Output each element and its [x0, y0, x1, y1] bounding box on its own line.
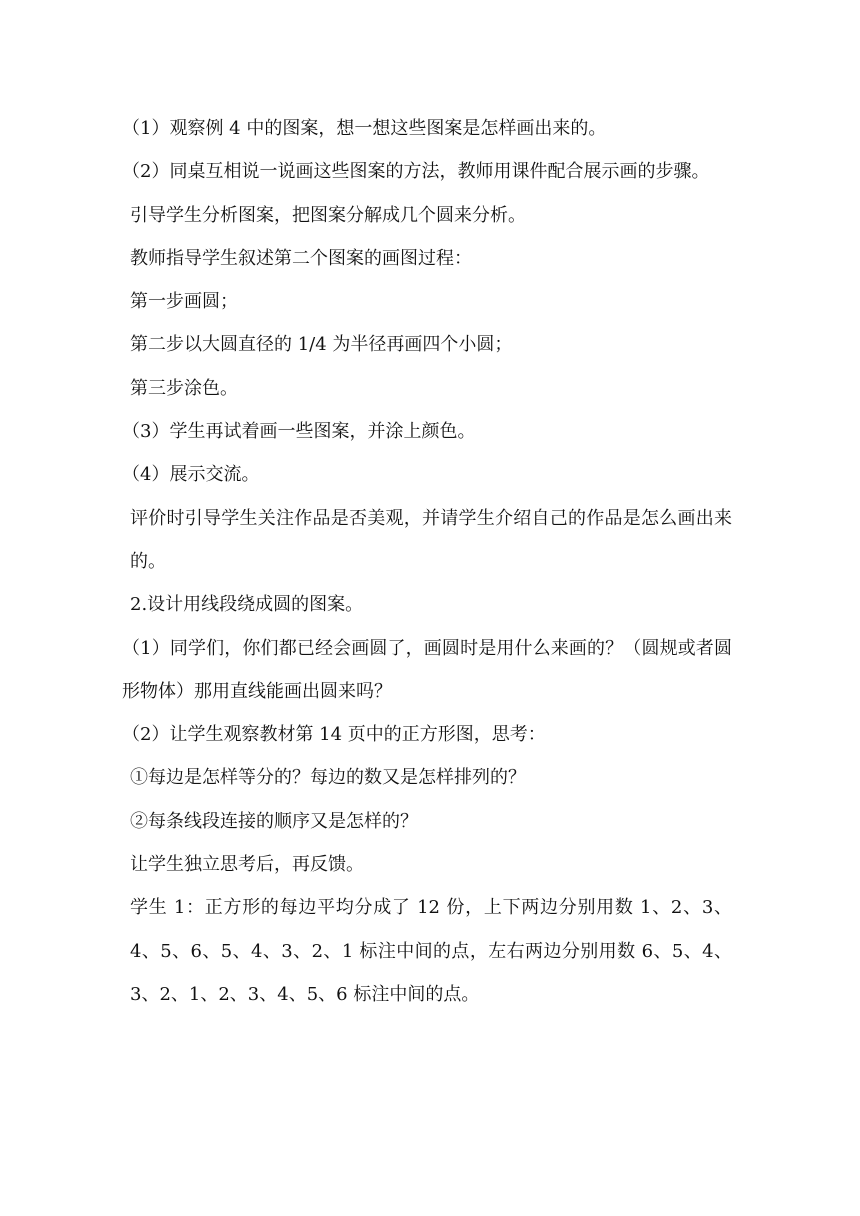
paragraph-think-2: ②每条线段连接的顺序又是怎样的？ [130, 810, 418, 832]
paragraph-feedback: 让学生独立思考后，再反馈。 [130, 854, 364, 876]
paragraph-teacher-guide: 教师指导学生叙述第二个图案的画图过程： [130, 247, 472, 269]
paragraph-evaluation: 评价时引导学生关注作品是否美观，并请学生介绍自己的作品是怎么画出来的。 [130, 507, 732, 572]
paragraph-think-1: ①每边是怎样等分的？每边的数又是怎样排列的？ [130, 767, 526, 789]
paragraph-third-step: 第三步涂色。 [130, 377, 238, 399]
paragraph-student-1: 学生 1：正方形的每边平均分成了 12 份，上下两边分别用数 1、2、3、4、5、6、5、4、3、2、1 标注中间的点，左右两边分别用数 6、5、4、3、2、1、2、3、4、5、6 标注中间的点。 [130, 897, 732, 1005]
document-body [122, 107, 732, 1016]
paragraph-step-1: （1）观察例 4 中的图案，想一想这些图案是怎样画出来的。 [122, 118, 607, 139]
paragraph-first-step: 第一步画圆； [130, 291, 238, 313]
paragraph-second-step: 第二步以大圆直径的 1/4 为半径再画四个小圆； [130, 334, 513, 356]
paragraph-section-2: 2.设计用线段绕成圆的图案。 [130, 594, 364, 616]
paragraph-question-2: （2）让学生观察教材第 14 页中的正方形图，思考： [122, 724, 546, 746]
paragraph-step-2: （2）同桌互相说一说画这些图案的方法，教师用课件配合展示画的步骤。 [122, 161, 710, 183]
paragraph-step-4: （4）展示交流。 [122, 464, 260, 486]
paragraph-guide-analysis: 引导学生分析图案，把图案分解成几个圆来分析。 [130, 204, 526, 226]
paragraph-question-1: （1）同学们，你们都已经会画圆了，画圆时是用什么来画的？（圆规或者圆形物体）那用直线能画出圆来吗？ [122, 637, 732, 702]
paragraph-step-3: （3）学生再试着画一些图案，并涂上颜色。 [122, 421, 476, 443]
